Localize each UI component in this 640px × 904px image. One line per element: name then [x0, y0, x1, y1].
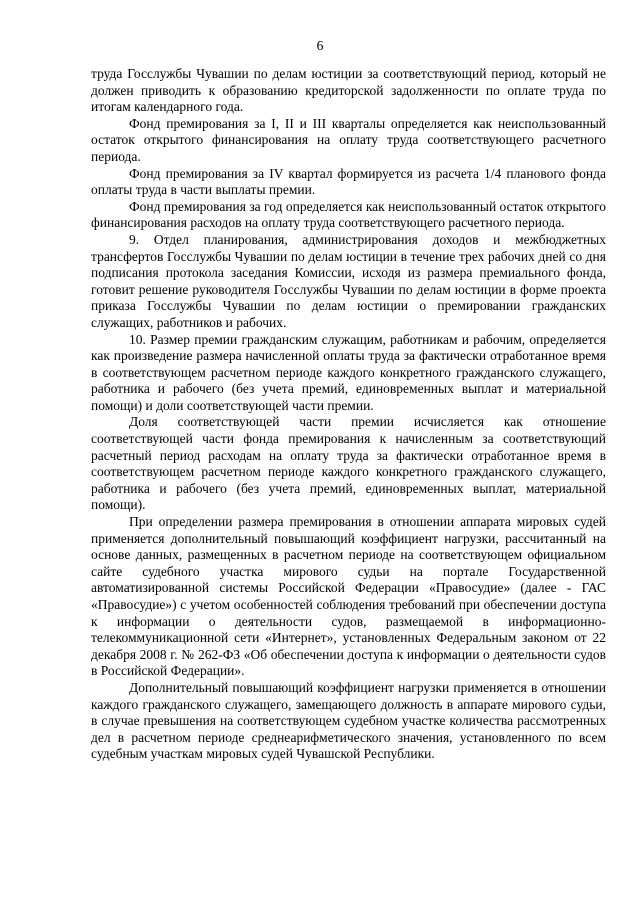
paragraph-continuation: труда Госслужбы Чувашии по делам юстиции за соответствующий период, который не должен приводить к образованию кредиторской задолженности по оплате труда по итогам календарного года.	[91, 66, 606, 115]
document-body	[91, 66, 606, 763]
page-number: 6	[316, 38, 324, 53]
paragraph-item-9: 9. Отдел планирования, администрирования доходов и межбюджетных трансфертов Госслужбы Чувашии по делам юстиции в течение трех рабочих дней со дня подписания протокола заседания Комиссии, исходя из размера премиального фонда, готовит решение руководителя Госслужбы Чувашии по делам юстиции в форме проекта приказа Госслужбы Чувашии по делам юстиции о премировании гражданских служащих, работников и рабочих.	[91, 231, 606, 330]
paragraph-bonus-share: Доля соответствующей части премии исчисляется как отношение соответствующей части фонда премирования к начисленным за соответствующий расчетный период расходам на оплату труда за фактически отработанное время в соответствующем расчетном периоде каждого конкретного гражданского служащего, работника и рабочего (без учета премий, единовременных выплат, материальной помощи).	[91, 414, 606, 513]
paragraph-fund-year: Фонд премирования за год определяется как неиспользованный остаток открытого финансирования расходов на оплату труда соответствующего расчетного периода.	[91, 198, 607, 231]
paragraph-coefficient-application: Дополнительный повышающий коэффициент нагрузки применяется в отношении каждого гражданского служащего, замещающего должность в аппарате мирового судьи, в случае превышения на соответствующем судебном участке количества рассмотренных дел в расчетном периоде среднеарифметического значения, установленного по всем судебным участкам мировых судей Чувашской Республики.	[91, 679, 606, 762]
paragraph-load-coefficient: При определении размера премирования в отношении аппарата мировых судей применяется дополнительный повышающий коэффициент нагрузки, рассчитанный на основе данных, размещенных в расчетном периоде на соответствующем официальном сайте судебного участка мирового судьи на портале Государственной автоматизированной системы Российской Федерации «Правосудие» (далее - ГАС «Правосудие») с учетом особенностей соблюдения требований при обеспечении доступа к информации о деятельности судов, размещаемой в информационно-телекоммуникационной сети «Интернет», установленных Федеральным законом от 22 декабря 2008 г. № 262-ФЗ «Об обеспечении доступа к информации о деятельности судов в Российской Федерации».	[91, 514, 606, 679]
paragraph-fund-q4: Фонд премирования за IV квартал формируется из расчета 1/4 планового фонда оплаты труда в части выплаты премии.	[91, 165, 606, 198]
paragraph-fund-q1-q3: Фонд премирования за I, II и III кварталы определяется как неиспользованный остаток открытого финансирования на оплату труда соответствующего расчетного периода.	[91, 115, 606, 164]
paragraph-item-10: 10. Размер премии гражданским служащим, работникам и рабочим, определяется как произведение размера начисленной оплаты труда за фактически отработанное время в соответствующем расчетном периоде каждого конкретного гражданского служащего, работника и рабочего (без учета премий, единовременных выплат и материальной помощи) и доли соответствующей части премии.	[91, 331, 606, 413]
